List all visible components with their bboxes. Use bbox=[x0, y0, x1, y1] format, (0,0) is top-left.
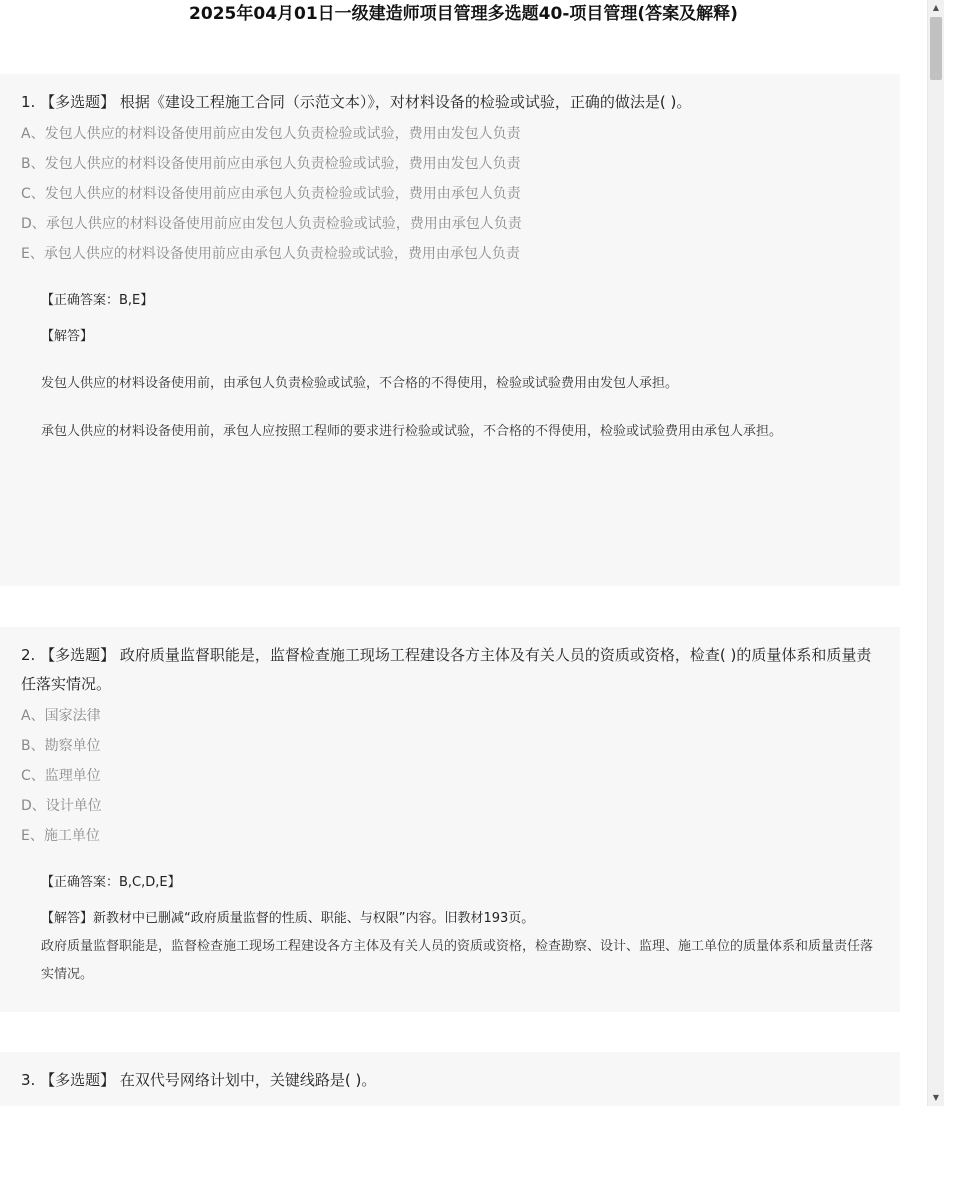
explanation-paragraph: 政府质量监督职能是，监督检查施工现场工程建设各方主体及有关人员的资质或资格，检查勘察、设计、监理、施工单位的质量体系和质量责任落实情况。 bbox=[41, 939, 874, 982]
option-b[interactable]: B、发包人供应的材料设备使用前应由承包人负责检验或试验，费用由发包人负责 bbox=[21, 156, 521, 172]
option-a[interactable]: A、国家法律 bbox=[21, 708, 101, 724]
correct-answer: 【正确答案：B,C,D,E】 bbox=[41, 875, 181, 890]
scroll-up-arrow-icon[interactable]: ▲ bbox=[932, 3, 940, 12]
explanation-label: 【解答】 bbox=[41, 911, 94, 926]
option-e[interactable]: E、承包人供应的材料设备使用前应由承包人负责检验或试验，费用由承包人负责 bbox=[21, 246, 520, 262]
question-card-2 bbox=[0, 627, 900, 1012]
answer-block bbox=[41, 873, 878, 989]
option-d[interactable]: D、承包人供应的材料设备使用前应由发包人负责检验或试验，费用由承包人负责 bbox=[21, 216, 522, 232]
question-type: 【多选题】 bbox=[40, 1071, 116, 1089]
explanation-paragraph: 承包人供应的材料设备使用前，承包人应按照工程师的要求进行检验或试验，不合格的不得使用，检验或试验费用由承包人承担。 bbox=[41, 424, 783, 439]
answer-block bbox=[41, 291, 878, 442]
option-list bbox=[21, 701, 878, 851]
question-text: 政府质量监督职能是，监督检查施工现场工程建设各方主体及有关人员的资质或资格，检查( )的质量体系和质量责任落实情况。 bbox=[21, 646, 872, 693]
question-type: 【多选题】 bbox=[40, 93, 116, 111]
question-number: 3. bbox=[21, 1071, 36, 1089]
question-stem bbox=[21, 88, 878, 117]
question-type: 【多选题】 bbox=[40, 646, 116, 664]
explanation-intro bbox=[41, 905, 878, 933]
explanation-label: 【解答】 bbox=[41, 329, 94, 344]
scroll-thumb[interactable] bbox=[930, 17, 942, 80]
option-list bbox=[21, 119, 878, 269]
question-stem bbox=[21, 641, 878, 699]
question-card-3 bbox=[0, 1052, 900, 1106]
question-text: 根据《建设工程施工合同（示范文本）》，对材料设备的检验或试验，正确的做法是( )。 bbox=[119, 93, 692, 111]
page-title: 2025年04月01日一级建造师项目管理多选题40-项目管理(答案及解释) bbox=[189, 4, 738, 24]
explanation-note: 新教材中已删减“政府质量监督的性质、职能、与权限”内容。旧教材193页。 bbox=[93, 911, 535, 926]
option-d[interactable]: D、设计单位 bbox=[21, 798, 102, 814]
scroll-down-arrow-icon[interactable]: ▼ bbox=[932, 1093, 940, 1102]
question-text: 在双代号网络计划中，关键线路是( )。 bbox=[119, 1071, 377, 1089]
option-b[interactable]: B、勘察单位 bbox=[21, 738, 101, 754]
question-card-1 bbox=[0, 74, 900, 586]
question-number: 2. bbox=[21, 646, 36, 664]
explanation-paragraph: 发包人供应的材料设备使用前，由承包人负责检验或试验，不合格的不得使用，检验或试验费用由发包人承担。 bbox=[41, 376, 679, 391]
vertical-scrollbar[interactable] bbox=[927, 0, 944, 1106]
question-number: 1. bbox=[21, 93, 36, 111]
question-stem bbox=[21, 1066, 878, 1095]
option-c[interactable]: C、监理单位 bbox=[21, 768, 101, 784]
option-c[interactable]: C、发包人供应的材料设备使用前应由承包人负责检验或试验，费用由承包人负责 bbox=[21, 186, 521, 202]
option-a[interactable]: A、发包人供应的材料设备使用前应由发包人负责检验或试验，费用由发包人负责 bbox=[21, 126, 521, 142]
option-e[interactable]: E、施工单位 bbox=[21, 828, 100, 844]
correct-answer: 【正确答案：B,E】 bbox=[41, 293, 154, 308]
